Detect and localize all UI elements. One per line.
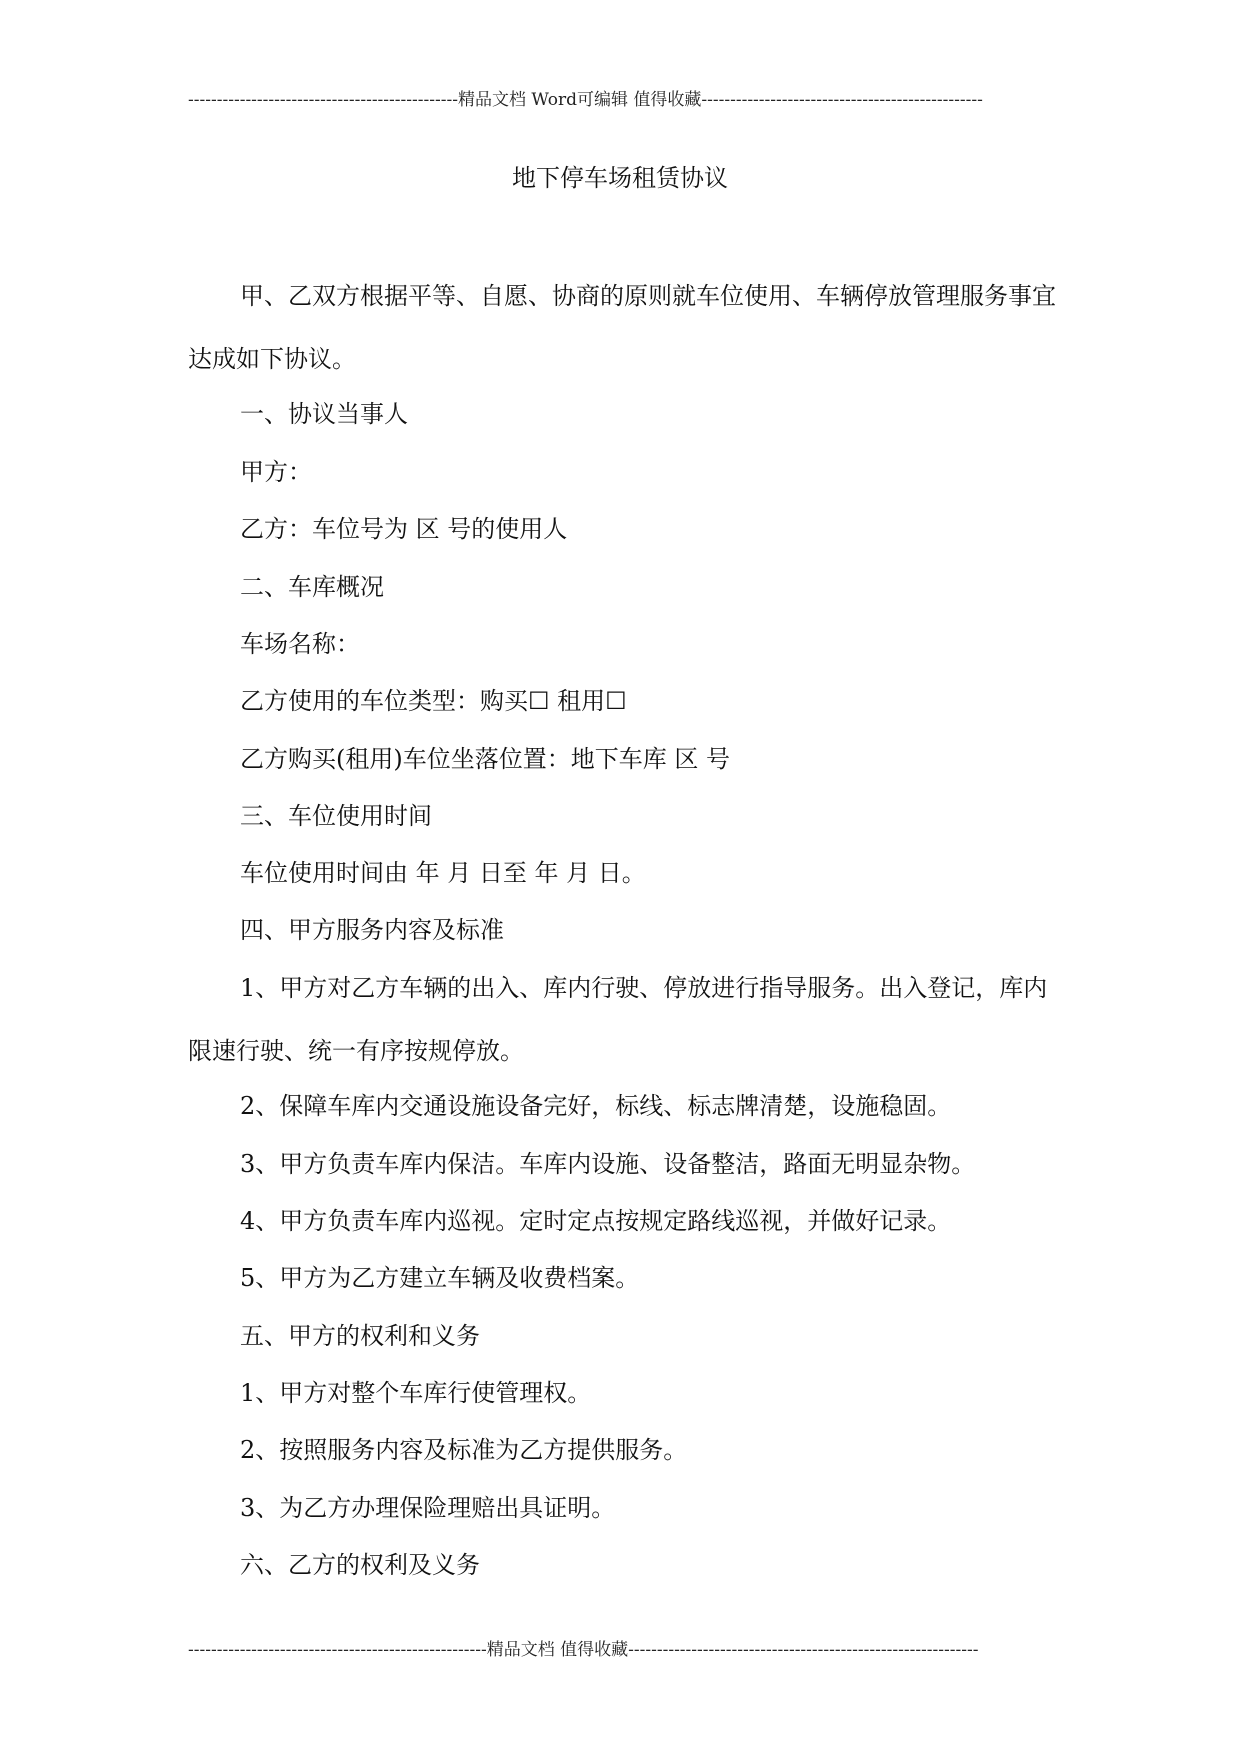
parking-lot-name-line: 车场名称： (240, 630, 360, 658)
service-item-1-line-2: 限速行驶、统一有序按规停放。 (188, 1037, 524, 1065)
header-dashes-right: ------------------------------------------------- (701, 90, 983, 110)
party-a-line: 甲方： (240, 458, 312, 486)
service-item-5: 5、甲方为乙方建立车辆及收费档案。 (240, 1264, 640, 1292)
header-dashes-left: ----------------------------------------------- (188, 90, 458, 110)
party-a-right-3: 3、为乙方办理保险理赔出具证明。 (240, 1494, 616, 1522)
intro-paragraph-line-2: 达成如下协议。 (188, 345, 356, 373)
space-location-line: 乙方购买(租用)车位坐落位置：地下车库 区 号 (240, 745, 730, 773)
page-header (188, 90, 1036, 110)
section-1-heading: 一、协议当事人 (240, 400, 408, 428)
party-b-line: 乙方：车位号为 区 号的使用人 (240, 515, 568, 543)
document-title: 地下停车场租赁协议 (512, 164, 728, 192)
service-item-3: 3、甲方负责车库内保洁。车库内设施、设备整洁，路面无明显杂物。 (240, 1150, 976, 1178)
party-a-right-1: 1、甲方对整个车库行使管理权。 (240, 1379, 592, 1407)
intro-paragraph-line-1: 甲、乙双方根据平等、自愿、协商的原则就车位使用、车辆停放管理服务事宜 (240, 282, 1056, 310)
footer-dashes-right: ------------------------------------------------------------- (628, 1640, 979, 1660)
footer-dashes-left: ---------------------------------------------------- (188, 1640, 487, 1660)
service-item-1-line-1: 1、甲方对乙方车辆的出入、库内行驶、停放进行指导服务。出入登记，库内 (240, 974, 1048, 1002)
space-type-line: 乙方使用的车位类型：购买☐ 租用☐ (240, 687, 627, 715)
service-item-2: 2、保障车库内交通设施设备完好，标线、标志牌清楚，设施稳固。 (240, 1092, 952, 1120)
section-2-heading: 二、车库概况 (240, 573, 384, 601)
party-a-right-2: 2、按照服务内容及标准为乙方提供服务。 (240, 1436, 688, 1464)
service-item-4: 4、甲方负责车库内巡视。定时定点按规定路线巡视，并做好记录。 (240, 1207, 952, 1235)
section-3-heading: 三、车位使用时间 (240, 802, 432, 830)
section-6-heading: 六、乙方的权利及义务 (240, 1551, 480, 1579)
section-4-heading: 四、甲方服务内容及标准 (240, 916, 504, 944)
footer-text: 精品文档 值得收藏 (486, 1640, 629, 1660)
section-5-heading: 五、甲方的权利和义务 (240, 1322, 480, 1350)
page-footer (188, 1640, 1046, 1660)
header-text: 精品文档 Word可编辑 值得收藏 (457, 90, 702, 110)
usage-time-line: 车位使用时间由 年 月 日至 年 月 日。 (240, 859, 646, 887)
